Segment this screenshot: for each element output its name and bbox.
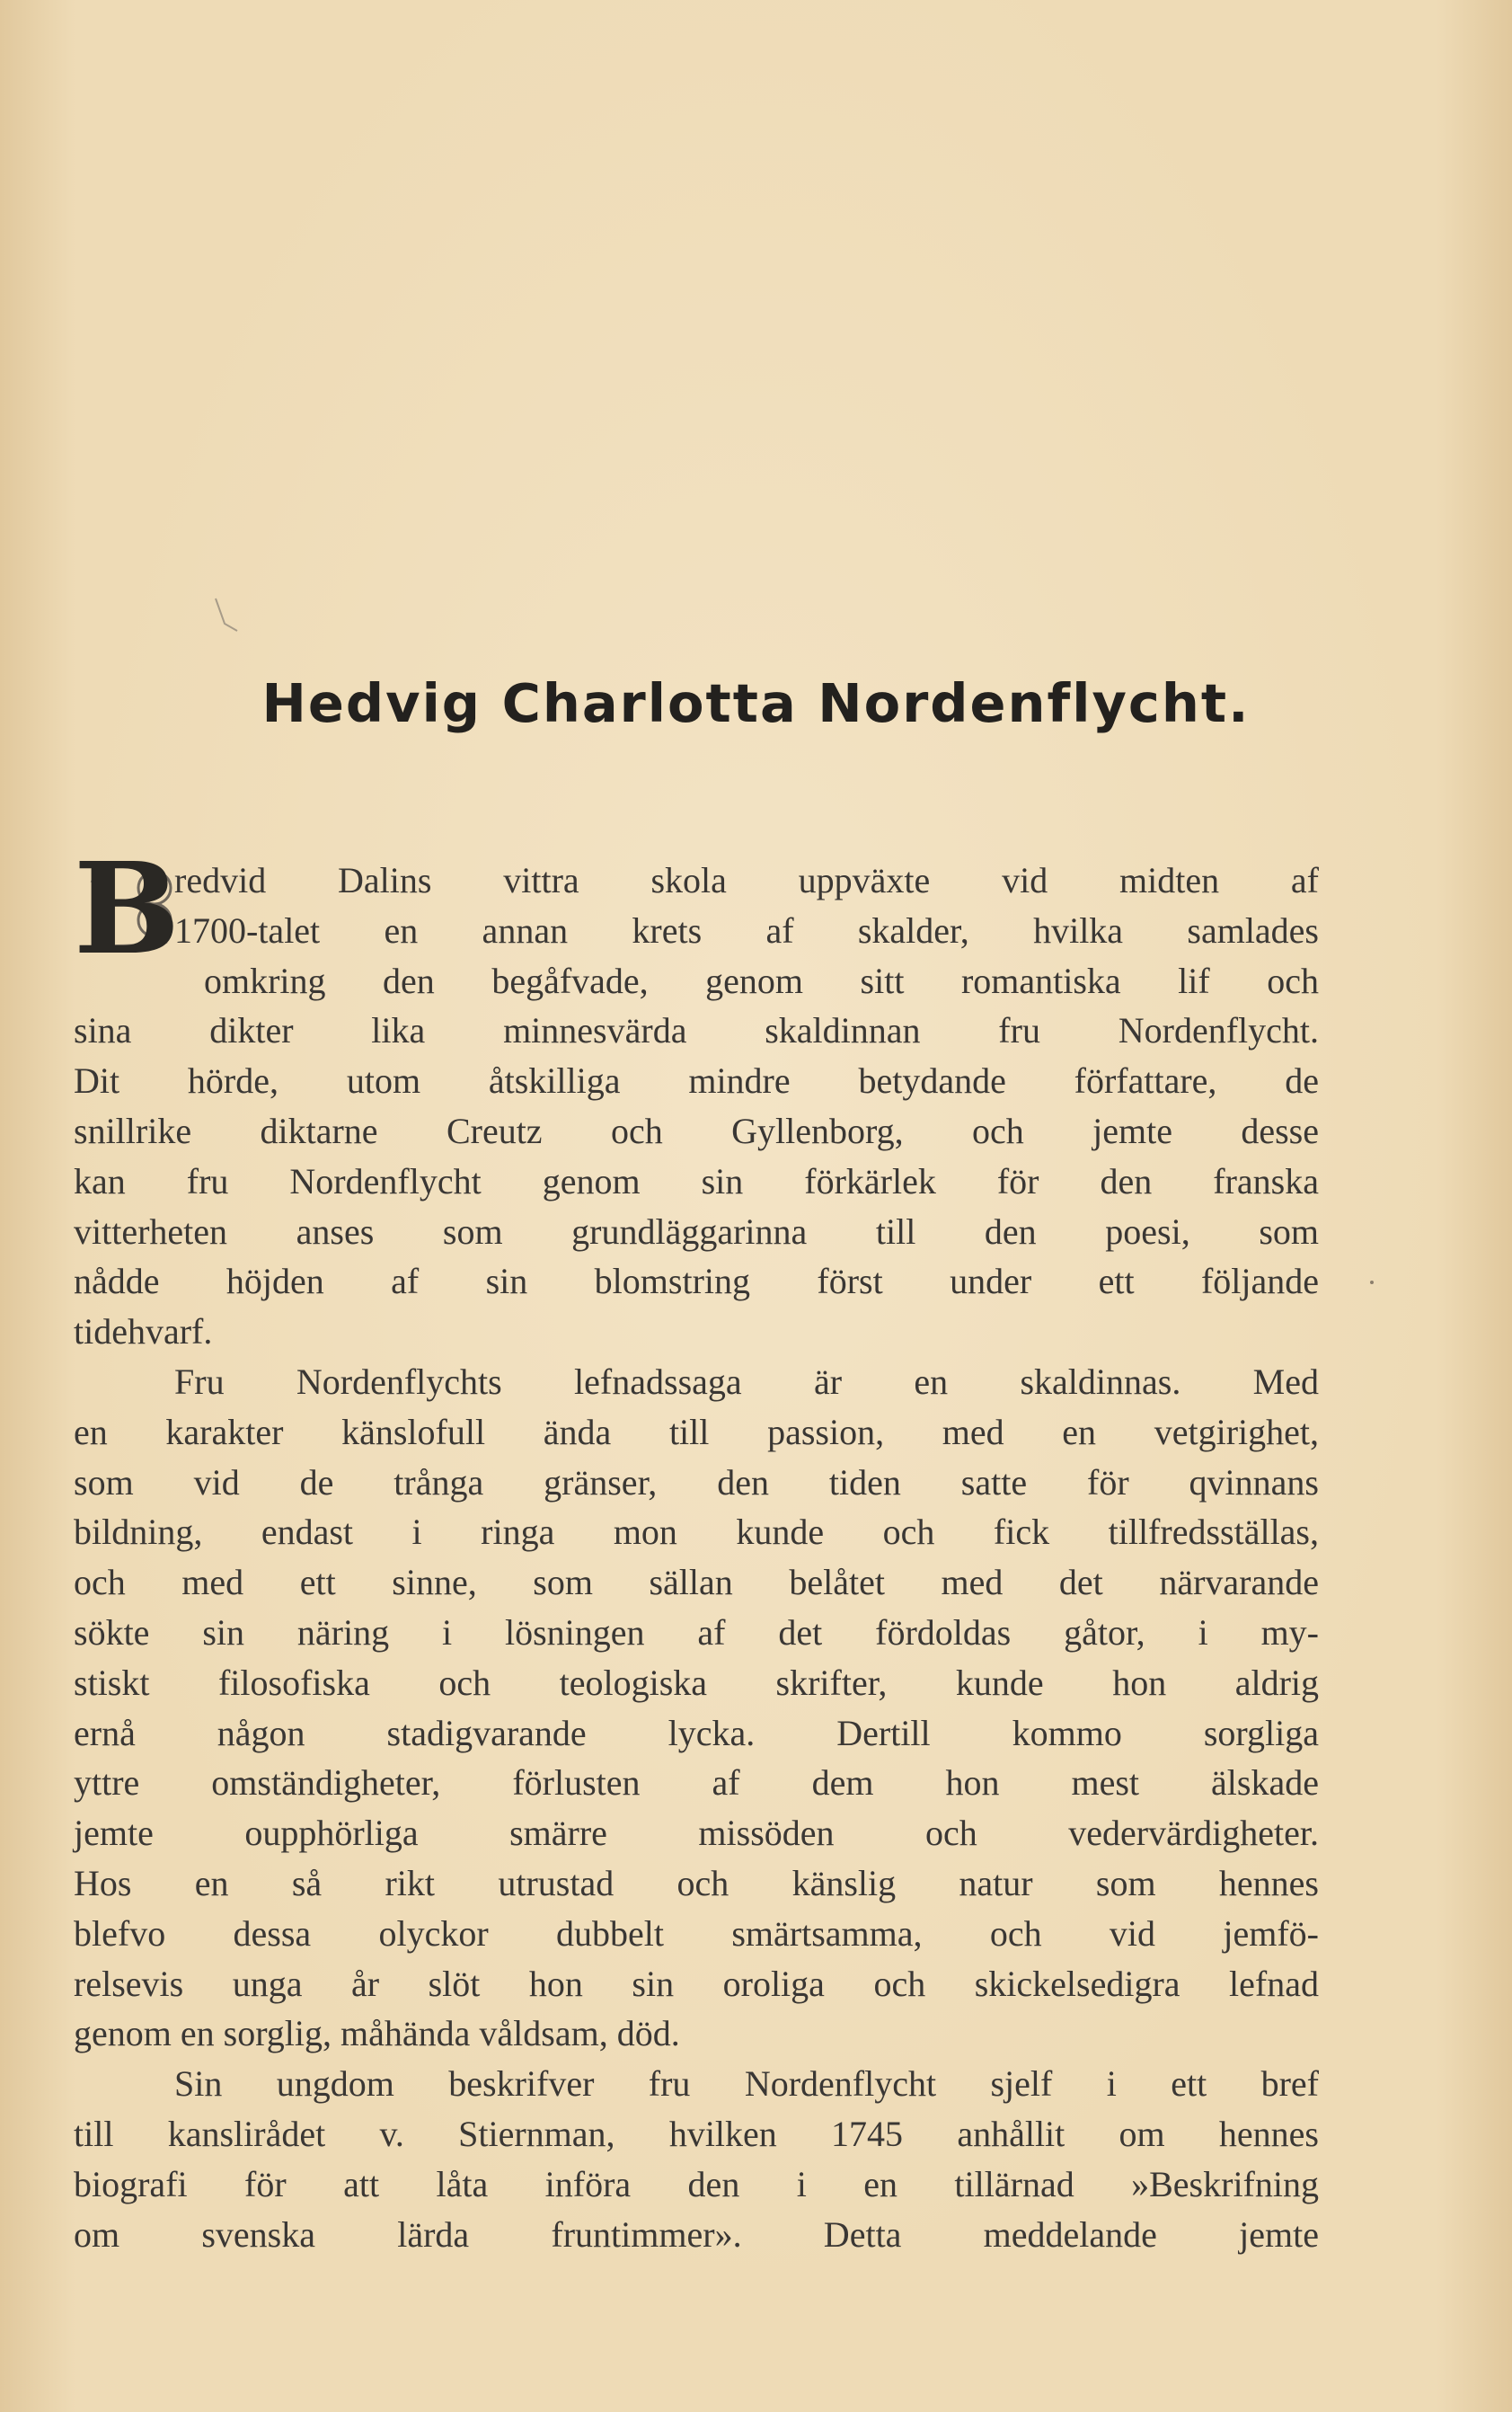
text-line: och med ett sinne, som sällan belåtet med det närvarande bbox=[74, 1562, 1319, 1603]
text-line: vitterheten anses som grundläggarinna till den poesi, som bbox=[74, 1210, 1319, 1252]
body-text bbox=[74, 856, 1319, 2259]
text-line: Sin ungdom beskrifver fru Nordenflycht sjelf i ett bref bbox=[174, 2063, 1319, 2105]
text-line: sina dikter lika minnesvärda skaldinnan fru Nordenflycht. bbox=[74, 1010, 1319, 1051]
text-line: relsevis unga år slöt hon sin oroliga och skickelsedigra lefnad bbox=[74, 1963, 1319, 2004]
text-line: stiskt filosofiska och teologiska skrifter, kunde hon aldrig bbox=[74, 1662, 1319, 1703]
pencil-mark-icon bbox=[212, 597, 243, 633]
text-line: redvid Dalins vittra skola uppväxte vid midten af bbox=[174, 860, 1319, 900]
text-line: Fru Nordenflychts lefnadssaga är en skaldinnas. Med bbox=[174, 1361, 1319, 1402]
text-line: omkring den begåfvade, genom sitt romantiska lif och bbox=[204, 960, 1319, 1001]
text-line: Dit hörde, utom åtskilliga mindre betydande författare, de bbox=[74, 1060, 1319, 1102]
text-line: yttre omständigheter, förlusten af dem hon mest älskade bbox=[74, 1762, 1319, 1804]
text-line: snillrike diktarne Creutz och Gyllenborg, och jemte desse bbox=[74, 1110, 1319, 1151]
text-line: som vid de trånga gränser, den tiden satte för qvinnans bbox=[74, 1461, 1319, 1503]
text-line: till kanslirådet v. Stiernman, hvilken 1745 anhållit om hennes bbox=[74, 2113, 1319, 2154]
text-line: 1700-talet en annan krets af skalder, hvilka samlades bbox=[174, 909, 1319, 951]
text-line: bildning, endast i ringa mon kunde och fick tillfredsställas, bbox=[74, 1512, 1319, 1553]
text-line: tidehvarf. bbox=[74, 1311, 213, 1352]
text-line: om svenska lärda fruntimmer». Detta meddelande jemte bbox=[74, 2213, 1319, 2255]
page-title: Hedvig Charlotta Nordenflycht. bbox=[261, 672, 1251, 734]
text-line: kan fru Nordenflycht genom sin förkärlek för den franska bbox=[74, 1160, 1319, 1202]
margin-speck bbox=[1370, 1281, 1374, 1284]
text-line: sökte sin näring i lösningen af det fördoldas gåtor, i my- bbox=[74, 1611, 1319, 1653]
text-line: nådde höjden af sin blomstring först under ett följande bbox=[74, 1261, 1319, 1302]
text-line: jemte oupphörliga smärre missöden och vedervärdigheter. bbox=[74, 1813, 1319, 1854]
text-line: genom en sorglig, måhända våldsam, död. bbox=[74, 2013, 680, 2054]
text-line: biografi för att låta införa den i en tillärnad »Beskrifning bbox=[74, 2163, 1319, 2204]
text-line: ernå någon stadigvarande lycka. Dertill kommo sorgliga bbox=[74, 1712, 1319, 1753]
drop-cap-letter: B bbox=[74, 836, 181, 983]
text-line: blefvo dessa olyckor dubbelt smärtsamma, och vid jemfö- bbox=[74, 1912, 1319, 1954]
text-line: Hos en så rikt utrustad och känslig natur som hennes bbox=[74, 1862, 1319, 1903]
text-line: en karakter känslofull ända till passion, med en vetgirighet, bbox=[74, 1411, 1319, 1452]
